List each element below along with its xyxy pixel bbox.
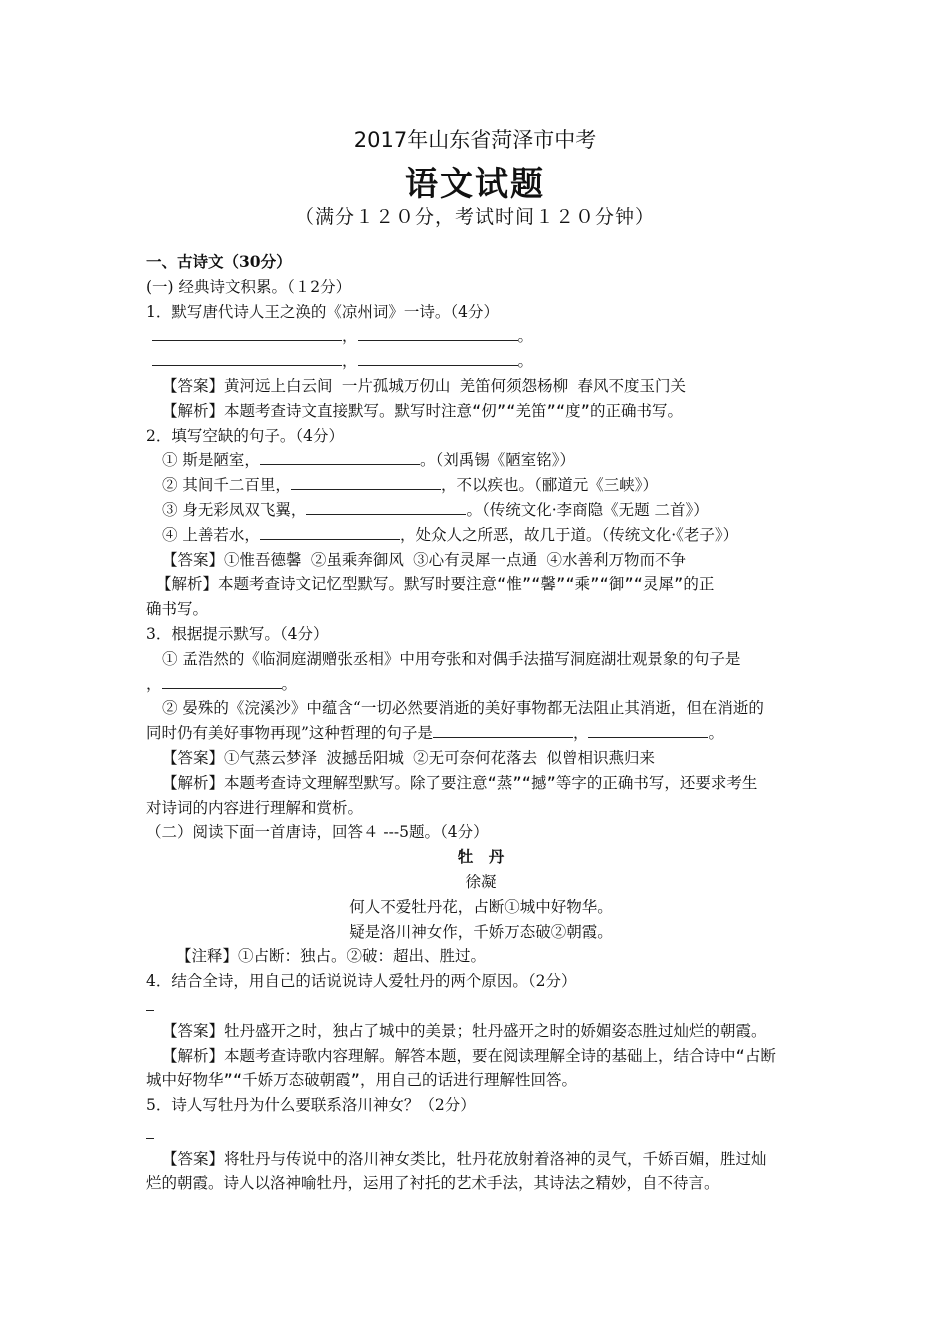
answer-blank[interactable] bbox=[358, 350, 518, 366]
q3-analysis-line1: 【解析】本题考查诗文理解型默写。除了要注意“蒸”“撼”等字的正确书写，还要求考生 bbox=[162, 773, 758, 792]
q5-stem: 5．诗人写牡丹为什么要联系洛川神女？（2分） bbox=[146, 1096, 476, 1115]
period: 。 bbox=[708, 724, 724, 743]
exam-title-large: 语文试题 bbox=[405, 164, 545, 203]
q2-analysis-line2: 确书写。 bbox=[146, 600, 209, 619]
q2-analysis-line1: 【解析】本题考查诗文记忆型默写。默写时要注意“惟”“馨”“乘”“御”“灵犀”的正 bbox=[156, 575, 715, 594]
q2-item-4 bbox=[146, 523, 816, 548]
q4-analysis-line2: 城中好物华”“千娇万态破朝霞”，用自己的话进行理解性回答。 bbox=[146, 1071, 577, 1090]
section-heading: 一、古诗文（30分） bbox=[146, 252, 292, 271]
answer-blank[interactable] bbox=[260, 524, 400, 540]
answer-blank[interactable] bbox=[146, 1128, 154, 1139]
q1-blank-row-2: ， 。 bbox=[146, 349, 816, 374]
q3-item-2-line1: ② 晏殊的《浣溪沙》中蕴含“一切必然要消逝的美好事物都无法阻止其消逝，但在消逝的 bbox=[162, 699, 764, 718]
poem-line-1: 何人不爱牡丹花，占断①城中好物华。 bbox=[349, 897, 613, 916]
q3-item-1-line1: ① 孟浩然的《临洞庭湖赠张丞相》中用夸张和对偶手法描写洞庭湖壮观景象的句子是 bbox=[162, 649, 741, 668]
answer-blank[interactable] bbox=[260, 449, 420, 465]
poem-author: 徐凝 bbox=[465, 872, 497, 891]
q2-item-3-text: ③ 身无彩凤双飞翼， bbox=[162, 500, 307, 519]
q1-answer: 【答案】黄河远上白云间 一片孤城万仞山 羌笛何须怨杨柳 春风不度玉门关 bbox=[162, 376, 686, 395]
q1-analysis: 【解析】本题考查诗文直接默写。默写时注意“仞”“羌笛”“度”的正确书写。 bbox=[162, 401, 683, 420]
q2-item-3 bbox=[146, 498, 816, 523]
q5-answer-line1: 【答案】将牡丹与传说中的洛川神女类比，牡丹花放射着洛神的灵气，千娇百媚，胜过灿 bbox=[162, 1149, 767, 1168]
q3-answer: 【答案】①气蒸云梦泽 波撼岳阳城 ②无可奈何花落去 似曾相识燕归来 bbox=[162, 748, 655, 767]
part2-heading: （二）阅读下面一首唐诗，回答４ ---5题。（4分） bbox=[146, 823, 489, 842]
exam-body bbox=[146, 250, 816, 1196]
q2-stem: 2．填写空缺的句子。（4分） bbox=[146, 426, 344, 445]
q2-item-4-source: ，处众人之所恶，故几于道。（传统文化·《老子》） bbox=[399, 525, 739, 544]
q5-answer-line2: 烂的朝霞。诗人以洛神喻牡丹，运用了衬托的艺术手法，其诗法之精妙，自不待言。 bbox=[146, 1174, 720, 1193]
q2-item-1 bbox=[146, 448, 816, 473]
q3-item-2-text: 同时仍有美好事物再现”这种哲理的句子是 bbox=[146, 724, 433, 743]
q4-answer: 【答案】牡丹盛开之时，独占了城中的美景；牡丹盛开之时的娇媚姿态胜过灿烂的朝霞。 bbox=[162, 1021, 767, 1040]
q4-stem: 4．结合全诗，用自己的话说说诗人爱牡丹的两个原因。（2分） bbox=[146, 972, 577, 991]
q3-item-2-line2 bbox=[146, 721, 816, 746]
q2-item-3-source: 。（传统文化·李商隐《无题 二首》） bbox=[466, 500, 709, 519]
poem-line-2: 疑是洛川神女作，千娇万态破②朝霞。 bbox=[349, 922, 613, 941]
q5-answer-line bbox=[146, 1118, 816, 1147]
answer-blank[interactable] bbox=[588, 722, 708, 738]
q2-item-2-text: ② 其间千二百里， bbox=[162, 476, 291, 495]
answer-blank[interactable] bbox=[152, 325, 342, 341]
answer-blank[interactable] bbox=[433, 722, 573, 738]
q2-item-1-source: 。（刘禹锡《陋室铭》） bbox=[419, 451, 575, 470]
q3-analysis-line2: 对诗词的内容进行理解和赏析。 bbox=[146, 798, 364, 817]
period: 。 bbox=[281, 674, 298, 693]
answer-blank[interactable] bbox=[291, 474, 441, 490]
q2-answer: 【答案】①惟吾德馨 ②虽乘奔御风 ③心有灵犀一点通 ④水善利万物而不争 bbox=[162, 550, 686, 569]
answer-blank[interactable] bbox=[146, 1000, 154, 1011]
exam-title-small: 2017年山东省菏泽市中考 bbox=[353, 128, 597, 152]
q3-stem: 3．根据提示默写。（4分） bbox=[146, 624, 329, 643]
q2-item-2 bbox=[146, 473, 816, 498]
q2-item-4-text: ④ 上善若水， bbox=[162, 525, 260, 544]
q4-analysis-line1: 【解析】本题考查诗歌内容理解。解答本题，要在阅读理解全诗的基础上，结合诗中“占断 bbox=[162, 1046, 776, 1065]
q2-item-2-source: ，不以疾也。（郦道元《三峡》） bbox=[440, 476, 658, 495]
part1-heading: (一) 经典诗文积累。（１2分） bbox=[146, 277, 352, 296]
comma: ， bbox=[572, 724, 589, 743]
q4-answer-line bbox=[146, 994, 816, 1019]
answer-blank[interactable] bbox=[358, 325, 518, 341]
answer-blank[interactable] bbox=[306, 499, 466, 515]
q2-item-1-text: ① 斯是陋室， bbox=[162, 451, 260, 470]
poem-title: 牡 丹 bbox=[457, 848, 505, 867]
answer-blank[interactable] bbox=[152, 350, 342, 366]
comma: ， bbox=[146, 674, 162, 693]
q1-stem: 1．默写唐代诗人王之涣的《凉州词》一诗。（4分） bbox=[146, 302, 499, 321]
exam-title-note: （满分１２０分，考试时间１２０分钟） bbox=[294, 206, 655, 228]
q3-item-1-line2 bbox=[146, 672, 816, 697]
answer-blank[interactable] bbox=[162, 673, 282, 689]
q1-blank-row-1: ， 。 bbox=[146, 324, 816, 349]
poem-note: 【注释】①占断：独占。②破：超出、胜过。 bbox=[176, 947, 487, 966]
